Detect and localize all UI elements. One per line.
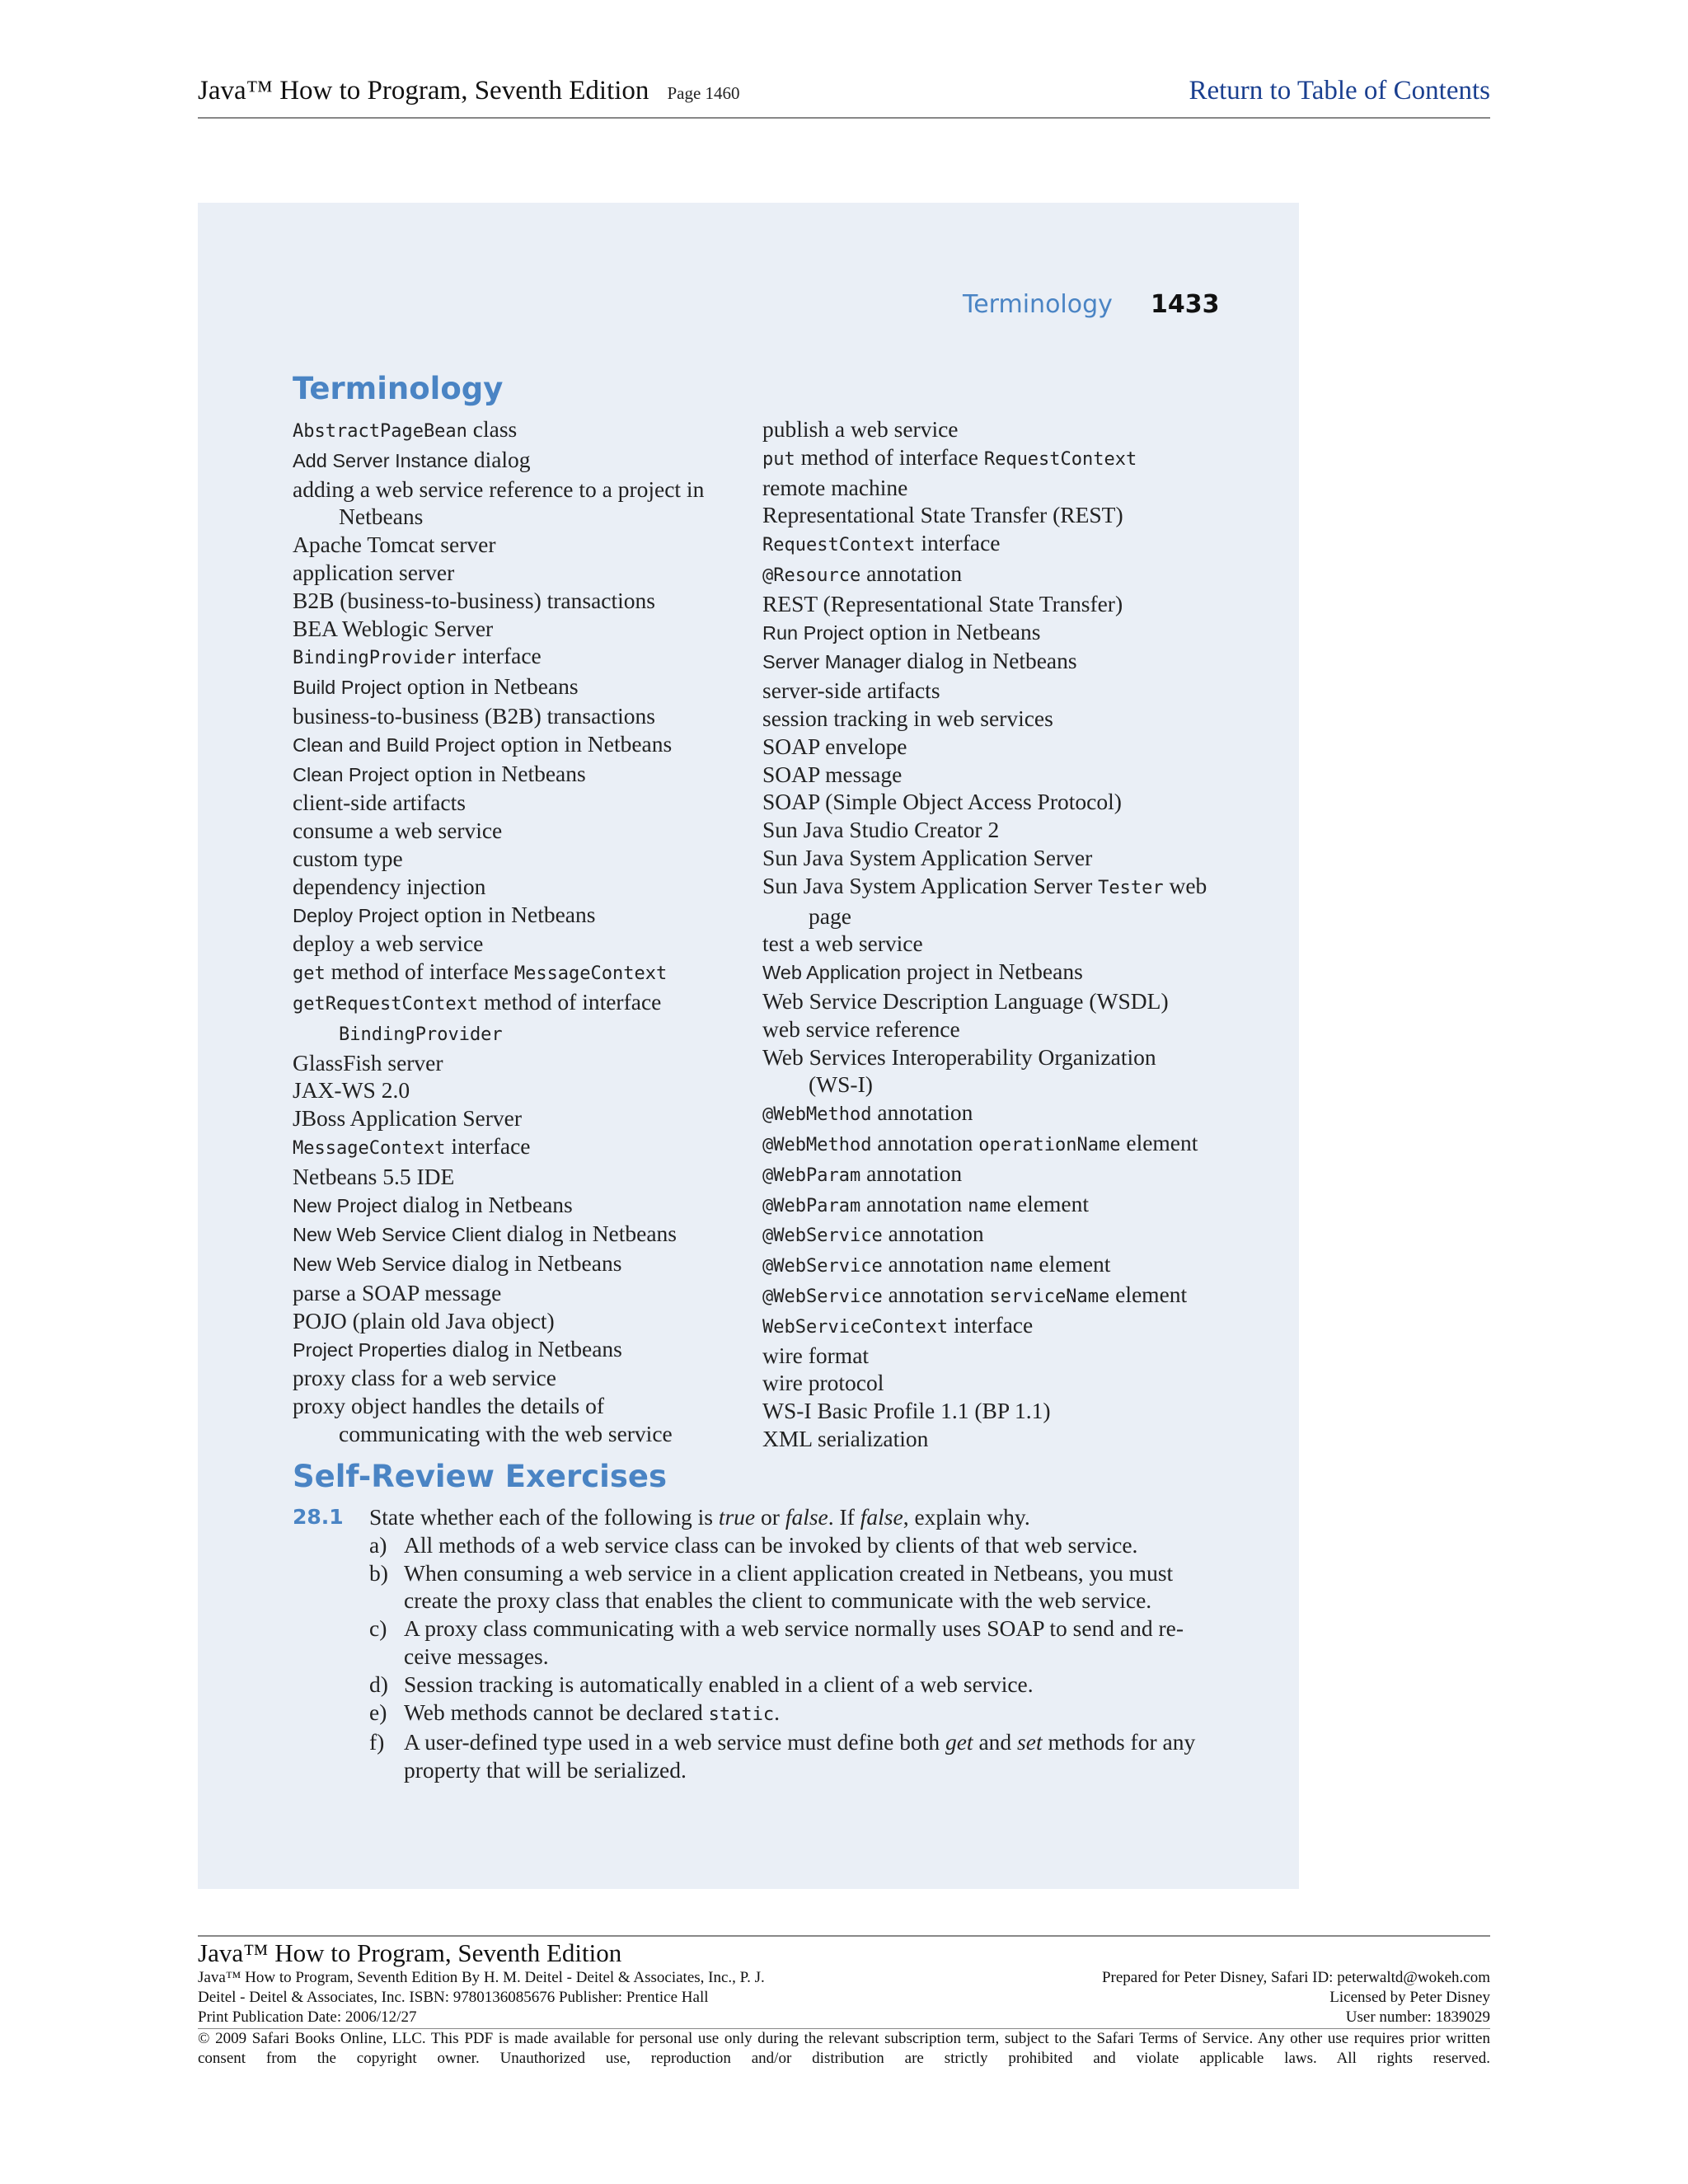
text-run: Web methods cannot be declared bbox=[404, 1699, 709, 1725]
running-head: Terminology bbox=[963, 290, 1113, 319]
text-run: publish a web service bbox=[762, 416, 959, 442]
book-title: Java™ How to Program, Seventh Edition Page 1460 bbox=[198, 76, 740, 105]
text-run: adding a web service reference to a project in bbox=[293, 476, 705, 502]
term-entry bbox=[293, 1132, 754, 1163]
text-run: project in Netbeans bbox=[901, 958, 1083, 985]
text-run: false bbox=[785, 1504, 828, 1530]
footer-title: Java™ How to Program, Seventh Edition bbox=[198, 1938, 622, 1967]
exercise-item-text bbox=[404, 1615, 1218, 1671]
text-run: element bbox=[1120, 1129, 1198, 1155]
text-run: class bbox=[467, 416, 518, 442]
page-footer bbox=[198, 1935, 1490, 2069]
text-run: dialog in Netbeans bbox=[396, 1191, 573, 1217]
term-entry bbox=[762, 443, 1257, 474]
text-run: B2B (business-to-business) transactions bbox=[293, 587, 655, 613]
text-run: A user-defined type used in a web service must define both bbox=[404, 1729, 945, 1755]
text-run: annotation bbox=[882, 1281, 990, 1307]
term-entry bbox=[762, 844, 1257, 872]
ui-label-text: Clean Project bbox=[293, 763, 410, 785]
terminology-heading: Terminology bbox=[293, 371, 504, 406]
footer-licensed-by: Licensed by Peter Disney bbox=[1329, 1989, 1490, 2006]
text-run: get bbox=[945, 1729, 973, 1755]
text-run: Sun Java System Application Server bbox=[762, 872, 1099, 898]
code-text: BindingProvider bbox=[293, 648, 457, 669]
code-text: AbstractPageBean bbox=[293, 421, 467, 442]
ui-label-text: Add Server Instance bbox=[293, 449, 468, 471]
footer-user-number: User number: 1839029 bbox=[1345, 2008, 1490, 2026]
code-text: @WebService bbox=[762, 1226, 883, 1247]
term-entry bbox=[762, 705, 1257, 733]
ui-label-text: Build Project bbox=[293, 677, 401, 699]
ui-label-text: Server Manager bbox=[762, 651, 902, 673]
term-entry bbox=[293, 1049, 754, 1077]
term-entry bbox=[293, 415, 754, 446]
term-entry bbox=[293, 760, 754, 790]
term-entry bbox=[762, 501, 1257, 529]
code-text: MessageContext bbox=[513, 963, 668, 985]
term-continuation bbox=[293, 1420, 754, 1448]
term-entry bbox=[293, 1279, 754, 1307]
exercise-item-label: e) bbox=[369, 1699, 387, 1725]
footer-book-info: Java™ How to Program, Seventh Edition By H. M. Deitel - Deitel & Associates, Inc., P. J. bbox=[198, 1969, 765, 1986]
text-run: dialog in Netbeans bbox=[446, 1335, 622, 1361]
exercise-question bbox=[369, 1503, 1030, 1531]
term-entry bbox=[762, 1397, 1257, 1425]
text-run: dependency injection bbox=[293, 873, 486, 899]
text-run: proxy object handles the details of bbox=[293, 1393, 605, 1419]
term-entry bbox=[762, 560, 1257, 590]
self-review-heading: Self-Review Exercises bbox=[293, 1459, 668, 1494]
exercise-item-label: f) bbox=[369, 1729, 385, 1755]
ui-label-text: New Project bbox=[293, 1194, 397, 1216]
text-run: option in Netbeans bbox=[401, 673, 579, 700]
text-run: Netbeans bbox=[339, 504, 424, 530]
term-entry bbox=[293, 642, 754, 673]
term-entry bbox=[293, 587, 754, 615]
term-entry bbox=[762, 761, 1257, 789]
exercise-item bbox=[369, 1615, 1218, 1671]
exercise-item-text bbox=[404, 1699, 1218, 1729]
term-entry bbox=[293, 1104, 754, 1132]
text-run: parse a SOAP message bbox=[293, 1279, 502, 1305]
text-run: methods for any property that will be serialized. bbox=[404, 1729, 1196, 1783]
text-run: deploy a web service bbox=[293, 930, 484, 957]
term-entry bbox=[293, 901, 754, 930]
text-run: page bbox=[809, 902, 851, 929]
term-entry bbox=[762, 1160, 1257, 1190]
text-run: Web Service Description Language (WSDL) bbox=[762, 987, 1169, 1014]
term-entry bbox=[293, 446, 754, 476]
text-run: business-to-business (B2B) transactions bbox=[293, 702, 655, 729]
text-run: option in Netbeans bbox=[863, 618, 1041, 644]
term-entry bbox=[762, 415, 1257, 443]
text-run: web bbox=[1163, 872, 1207, 898]
text-run: proxy class for a web service bbox=[293, 1365, 556, 1391]
term-entry bbox=[762, 1043, 1257, 1071]
term-entry bbox=[293, 1163, 754, 1191]
text-run: set bbox=[1017, 1729, 1043, 1755]
exercise-item bbox=[369, 1531, 1218, 1559]
code-text: operationName bbox=[978, 1134, 1121, 1155]
text-run: consume a web service bbox=[293, 818, 503, 844]
exercise-item bbox=[369, 1699, 1218, 1729]
page-number: 1433 bbox=[1151, 290, 1220, 319]
text-run: Session tracking is automatically enabled in a client of a web service. bbox=[404, 1671, 1034, 1697]
text-run: . bbox=[774, 1699, 781, 1725]
term-entry bbox=[762, 590, 1257, 618]
book-page bbox=[198, 203, 1299, 1889]
term-entry bbox=[293, 1076, 754, 1104]
text-run: WS-I Basic Profile 1.1 (BP 1.1) bbox=[762, 1398, 1051, 1424]
text-run: SOAP envelope bbox=[762, 733, 907, 759]
term-entry bbox=[293, 476, 754, 504]
ui-label-text: Deploy Project bbox=[293, 904, 419, 926]
exercise-item-label: d) bbox=[369, 1671, 388, 1697]
text-run: Netbeans 5.5 IDE bbox=[293, 1163, 455, 1189]
term-entry bbox=[293, 1392, 754, 1420]
term-entry bbox=[293, 1249, 754, 1279]
code-text: static bbox=[708, 1704, 775, 1725]
text-run: Web Services Interoperability Organization bbox=[762, 1043, 1156, 1070]
text-run: option in Netbeans bbox=[418, 901, 596, 927]
term-entry bbox=[762, 733, 1257, 761]
code-text: name bbox=[968, 1195, 1012, 1216]
text-run: communicating with the web service bbox=[339, 1420, 673, 1446]
code-text: @WebParam bbox=[762, 1195, 861, 1216]
exercise-item-text bbox=[404, 1531, 1218, 1559]
term-entry bbox=[762, 987, 1257, 1015]
code-text: RequestContext bbox=[762, 535, 916, 556]
code-text: getRequestContext bbox=[293, 993, 479, 1015]
term-entry bbox=[293, 730, 754, 760]
ui-label-text: New Web Service bbox=[293, 1254, 447, 1276]
text-run: false bbox=[860, 1504, 903, 1530]
text-run: GlassFish server bbox=[293, 1049, 443, 1076]
text-run: method of interface bbox=[478, 988, 662, 1015]
text-run: wire protocol bbox=[762, 1370, 884, 1396]
code-text: @WebMethod bbox=[762, 1104, 872, 1126]
term-entry bbox=[293, 1335, 754, 1365]
code-text: @Resource bbox=[762, 565, 861, 586]
term-entry bbox=[293, 845, 754, 873]
term-entry bbox=[762, 930, 1257, 958]
term-entry bbox=[762, 816, 1257, 844]
text-run: annotation bbox=[871, 1099, 973, 1126]
term-entry bbox=[762, 1129, 1257, 1160]
text-run: BEA Weblogic Server bbox=[293, 615, 494, 641]
ui-label-text: Clean and Build Project bbox=[293, 733, 495, 756]
text-run: JAX-WS 2.0 bbox=[293, 1077, 410, 1104]
exercise-item-label: b) bbox=[369, 1559, 388, 1586]
exercise-items bbox=[369, 1531, 1218, 1784]
exercise-item bbox=[369, 1671, 1218, 1699]
term-entry bbox=[762, 788, 1257, 816]
term-entry bbox=[293, 873, 754, 901]
text-run: dialog in Netbeans bbox=[901, 648, 1077, 674]
text-run: SOAP (Simple Object Access Protocol) bbox=[762, 789, 1122, 815]
text-run: XML serialization bbox=[762, 1425, 929, 1451]
term-entry bbox=[762, 1220, 1257, 1250]
term-entry bbox=[293, 817, 754, 845]
text-run: method of interface bbox=[795, 443, 984, 470]
text-run: option in Netbeans bbox=[409, 760, 586, 786]
text-run: dialog bbox=[467, 446, 531, 472]
term-entry bbox=[762, 647, 1257, 677]
text-run: option in Netbeans bbox=[495, 730, 673, 757]
footer-row bbox=[198, 1988, 1490, 2008]
text-run: annotation bbox=[860, 560, 963, 586]
text-run: A proxy class communicating with a web service normally uses SOAP to send and re-ceive messages. bbox=[404, 1615, 1184, 1669]
term-entry bbox=[762, 618, 1257, 648]
text-run: interface bbox=[915, 530, 1001, 556]
text-run: session tracking in web services bbox=[762, 705, 1053, 731]
term-continuation bbox=[762, 902, 1257, 930]
code-text: @WebMethod bbox=[762, 1134, 872, 1155]
footer-copyright: © 2009 Safari Books Online, LLC. This PDF is made available for personal use only during the relevant subscription term, subject to the Safari Terms of Service. Any other use requires prior written consent from the copyright owner. Unauthorized use, reproduction and/or distribution are strictly prohibited and violate applicable laws. All rights reserved. bbox=[198, 2030, 1490, 2067]
term-entry bbox=[762, 1250, 1257, 1281]
text-run: annotation bbox=[882, 1221, 984, 1247]
text-run: REST (Representational State Transfer) bbox=[762, 590, 1123, 616]
term-entry bbox=[293, 789, 754, 817]
term-entry bbox=[293, 702, 754, 730]
code-text: @WebParam bbox=[762, 1165, 861, 1186]
term-entry bbox=[293, 615, 754, 643]
text-run: application server bbox=[293, 559, 455, 585]
term-entry bbox=[762, 1342, 1257, 1370]
text-run: interface bbox=[948, 1311, 1034, 1338]
term-entry bbox=[762, 958, 1257, 987]
term-continuation bbox=[762, 1071, 1257, 1099]
text-run: Sun Java System Application Server bbox=[762, 844, 1093, 870]
text-run: annotation bbox=[882, 1251, 990, 1277]
term-entry bbox=[293, 988, 754, 1019]
code-text: WebServiceContext bbox=[762, 1316, 949, 1338]
code-text: BindingProvider bbox=[339, 1024, 503, 1045]
footer-print-date: Print Publication Date: 2006/12/27 bbox=[198, 2008, 417, 2026]
text-run: server-side artifacts bbox=[762, 677, 940, 704]
text-run: Apache Tomcat server bbox=[293, 532, 496, 558]
text-run: annotation bbox=[860, 1160, 963, 1186]
term-entry bbox=[762, 1015, 1257, 1043]
text-run: true bbox=[718, 1504, 756, 1530]
text-run: Representational State Transfer (REST) bbox=[762, 502, 1123, 528]
code-text: get bbox=[293, 963, 326, 985]
terms-left-column bbox=[293, 415, 754, 1448]
page-header bbox=[198, 76, 1490, 119]
text-run: interface bbox=[456, 643, 542, 669]
footer-prepared-for: Prepared for Peter Disney, Safari ID: peterwaltd@wokeh.com bbox=[1101, 1969, 1490, 1986]
term-entry bbox=[762, 1281, 1257, 1311]
term-entry bbox=[293, 1220, 754, 1249]
text-run: annotation bbox=[860, 1190, 968, 1216]
term-entry bbox=[293, 958, 754, 988]
term-entry bbox=[293, 1191, 754, 1221]
text-run: or bbox=[755, 1504, 785, 1530]
text-run: and bbox=[973, 1729, 1018, 1755]
text-run: client-side artifacts bbox=[293, 790, 466, 816]
text-run: method of interface bbox=[325, 958, 514, 985]
text-run: test a web service bbox=[762, 930, 923, 957]
code-text: @WebService bbox=[762, 1286, 883, 1307]
exercise-item-label: c) bbox=[369, 1615, 387, 1642]
exercise-number: 28.1 bbox=[293, 1505, 344, 1529]
ui-label-text: Project Properties bbox=[293, 1338, 447, 1361]
text-run: dialog in Netbeans bbox=[500, 1221, 678, 1247]
exercise-item bbox=[369, 1728, 1218, 1784]
term-entry bbox=[762, 872, 1257, 902]
code-text: name bbox=[989, 1256, 1034, 1277]
text-run: SOAP message bbox=[762, 761, 903, 787]
code-text: @WebService bbox=[762, 1256, 883, 1277]
term-entry bbox=[293, 559, 754, 587]
term-continuation bbox=[293, 503, 754, 531]
ui-label-text: Run Project bbox=[762, 621, 864, 644]
term-continuation bbox=[293, 1019, 754, 1049]
ui-label-text: Web Application bbox=[762, 962, 902, 984]
text-run: Sun Java Studio Creator 2 bbox=[762, 817, 1000, 843]
text-run: wire format bbox=[762, 1342, 870, 1368]
text-run: interface bbox=[445, 1132, 531, 1159]
footer-row bbox=[198, 2008, 1490, 2027]
text-run: JBoss Application Server bbox=[293, 1105, 523, 1132]
text-run: . If bbox=[828, 1504, 860, 1530]
text-run: element bbox=[1011, 1190, 1089, 1216]
exercise-item-label: a) bbox=[369, 1531, 387, 1558]
term-entry bbox=[762, 1425, 1257, 1453]
exercise-item-text bbox=[404, 1671, 1218, 1699]
code-text: MessageContext bbox=[293, 1137, 446, 1159]
term-entry bbox=[762, 1190, 1257, 1221]
term-entry bbox=[293, 1307, 754, 1335]
text-run: annotation bbox=[871, 1129, 979, 1155]
text-run: custom type bbox=[293, 845, 403, 871]
exercise-item bbox=[369, 1559, 1218, 1615]
footer-isbn: Deitel - Deitel & Associates, Inc. ISBN: 9780136085676 Publisher: Prentice Hall bbox=[198, 1989, 709, 2006]
term-entry bbox=[762, 529, 1257, 560]
code-text: put bbox=[762, 448, 795, 470]
term-entry bbox=[293, 531, 754, 559]
term-entry bbox=[762, 1099, 1257, 1129]
terms-right-column bbox=[762, 415, 1257, 1453]
text-run: State whether each of the following is bbox=[369, 1504, 719, 1530]
term-entry bbox=[293, 673, 754, 702]
code-text: serviceName bbox=[989, 1286, 1110, 1307]
text-run: remote machine bbox=[762, 474, 908, 500]
text-run: dialog in Netbeans bbox=[446, 1250, 622, 1277]
term-entry bbox=[762, 677, 1257, 705]
term-entry bbox=[293, 930, 754, 958]
text-run: element bbox=[1033, 1251, 1111, 1277]
code-text: RequestContext bbox=[983, 448, 1137, 470]
text-run: POJO (plain old Java object) bbox=[293, 1307, 555, 1333]
text-run: , explain why. bbox=[903, 1504, 1030, 1530]
return-to-toc-link[interactable]: Return to Table of Contents bbox=[1189, 76, 1490, 105]
footer-row bbox=[198, 1968, 1490, 1988]
exercise-item-text bbox=[404, 1559, 1218, 1615]
term-entry bbox=[762, 474, 1257, 502]
term-entry bbox=[293, 1364, 754, 1392]
page-label: Page 1460 bbox=[667, 83, 740, 103]
text-run: element bbox=[1109, 1281, 1188, 1307]
text-run: (WS-I) bbox=[809, 1071, 873, 1098]
exercise-item-text bbox=[404, 1728, 1218, 1784]
text-run: All methods of a web service class can be invoked by clients of that web service. bbox=[404, 1531, 1138, 1558]
text-run: web service reference bbox=[762, 1015, 960, 1042]
text-run: When consuming a web service in a client application created in Netbeans, you must create the proxy class that enables the client to communicate with the web service. bbox=[404, 1559, 1174, 1614]
ui-label-text: New Web Service Client bbox=[293, 1224, 501, 1246]
term-entry bbox=[762, 1311, 1257, 1342]
code-text: Tester bbox=[1098, 877, 1164, 898]
term-entry bbox=[762, 1369, 1257, 1397]
